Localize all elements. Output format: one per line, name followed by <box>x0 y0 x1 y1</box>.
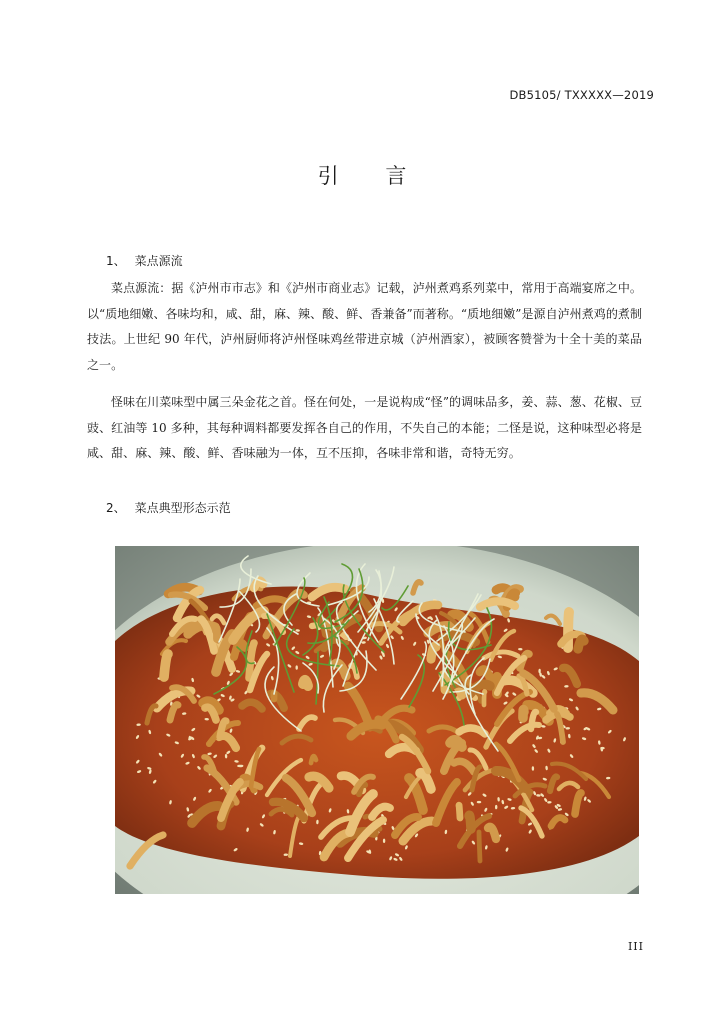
document-code: DB5105/ TXXXXX—2019 <box>509 88 654 102</box>
shredded-chicken-dish-photo <box>115 546 639 894</box>
section-2-title: 菜点典型形态示范 <box>134 501 231 515</box>
title-char-1: 引 <box>317 164 339 188</box>
section-1-number: 1、 <box>106 254 126 268</box>
page-title <box>0 160 724 190</box>
section-1-heading <box>106 252 183 269</box>
section-1-paragraph-2: 怪味在川菜味型中属三朵金花之首。怪在何处，一是说构成“怪”的调味品多，姜、蒜、葱、花椒、豆豉、红油等 10 多种，其每种调料都要发挥各自己的作用，不失自己的本能；二怪是说，这种味型必将是咸、甜、麻、辣、酸、鲜、香味融为一体，互不压抑，各味非常和谐，奇特无穷。 <box>87 395 642 460</box>
title-char-2: 言 <box>385 164 407 188</box>
page-number: III <box>627 940 644 953</box>
section-1-paragraph-1: 菜点源流：据《泸州市市志》和《泸州市商业志》记载，泸州煮鸡系列菜中，常用于高端宴席之中。以“质地细嫩、各味均和，咸、甜，麻、辣、酸、鲜、香兼备”而著称。“质地细嫩”是源自泸州煮鸡的煮制技法。上世纪 90 年代，泸州厨师将泸州怪味鸡丝带进京城（泸州酒家），被顾客赞誉为十全十美的菜品之一。 <box>87 281 642 372</box>
section-1-title: 菜点源流 <box>134 254 183 268</box>
section-2-number: 2、 <box>106 501 126 515</box>
section-2-heading <box>106 499 231 516</box>
